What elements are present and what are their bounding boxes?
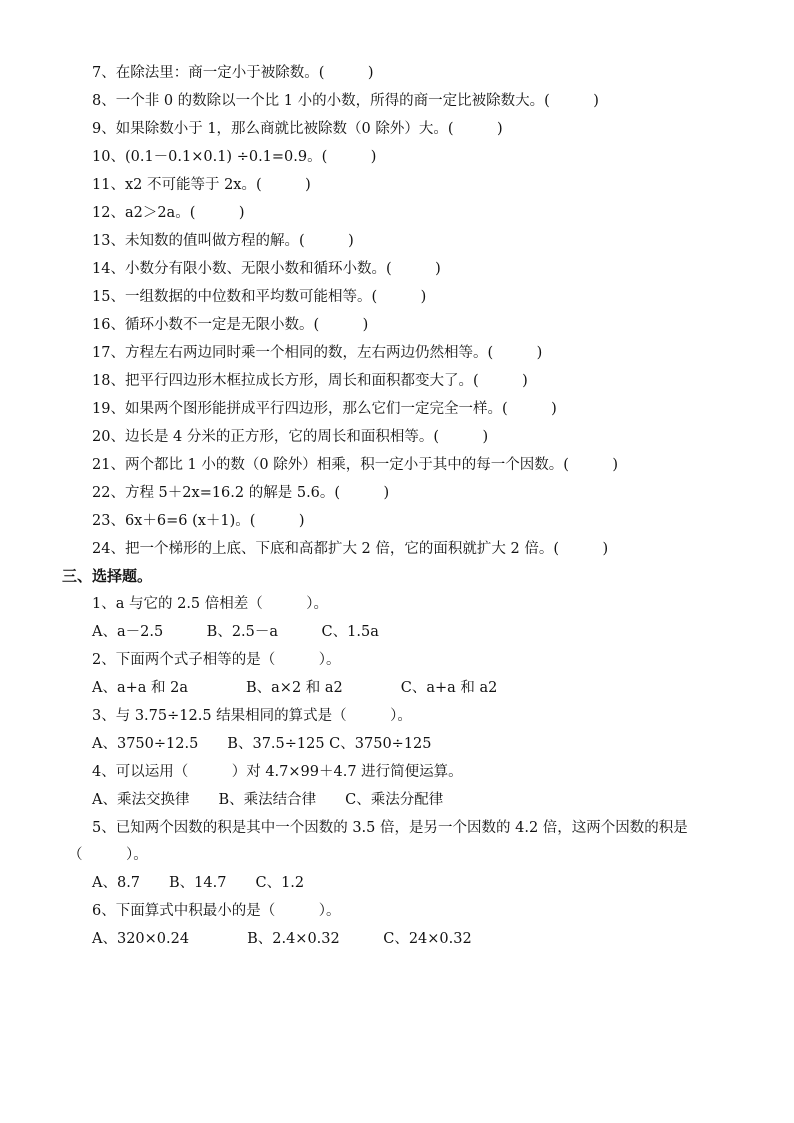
tf-question-8: 8、一个非 0 的数除以一个比 1 小的小数，所得的商一定比被除数大。( ) bbox=[92, 93, 599, 109]
tf-question-16: 16、循环小数不一定是无限小数。( ) bbox=[92, 317, 369, 333]
tf-question-9: 9、如果除数小于 1，那么商就比被除数（0 除外）大。( ) bbox=[92, 121, 503, 137]
mc-options-4: A、乘法交换律 B、乘法结合律 C、乘法分配律 bbox=[92, 792, 444, 808]
tf-question-7: 7、在除法里：商一定小于被除数。( ) bbox=[92, 65, 374, 81]
tf-question-17: 17、方程左右两边同时乘一个相同的数，左右两边仍然相等。( ) bbox=[92, 345, 543, 361]
tf-question-24: 24、把一个梯形的上底、下底和高都扩大 2 倍，它的面积就扩大 2 倍。( ) bbox=[92, 541, 609, 557]
mc-question-5: 5、已知两个因数的积是其中一个因数的 3.5 倍，是另一个因数的 4.2 倍，这两个因数的积是 bbox=[92, 820, 688, 836]
tf-question-10: 10、(0.1－0.1×0.1) ÷0.1=0.9。( ) bbox=[92, 149, 377, 165]
mc-options-2: A、a+a 和 2a B、a×2 和 a2 C、a+a 和 a2 bbox=[92, 680, 498, 696]
mc-options-1: A、a－2.5 B、2.5－a C、1.5a bbox=[92, 624, 379, 640]
tf-question-15: 15、一组数据的中位数和平均数可能相等。( ) bbox=[92, 289, 427, 305]
tf-question-23: 23、6x＋6=6 (x＋1)。( ) bbox=[92, 513, 305, 529]
section-title-choice: 三、选择题。 bbox=[62, 567, 153, 585]
tf-question-20: 20、边长是 4 分米的正方形，它的周长和面积相等。( ) bbox=[92, 429, 489, 445]
tf-question-12: 12、a2＞2a。( ) bbox=[92, 205, 245, 221]
tf-question-13: 13、未知数的值叫做方程的解。( ) bbox=[92, 233, 354, 249]
tf-question-18: 18、把平行四边形木框拉成长方形，周长和面积都变大了。( ) bbox=[92, 373, 528, 389]
mc-options-5: A、8.7 B、14.7 C、1.2 bbox=[92, 875, 305, 891]
mc-options-6: A、320×0.24 B、2.4×0.32 C、24×0.32 bbox=[92, 931, 472, 947]
mc-question-1: 1、a 与它的 2.5 倍相差（ ）。 bbox=[92, 596, 329, 612]
mc-question-4: 4、可以运用（ ）对 4.7×99＋4.7 进行简便运算。 bbox=[92, 764, 463, 780]
tf-question-22: 22、方程 5＋2x=16.2 的解是 5.6。( ) bbox=[92, 485, 390, 501]
mc-options-3: A、3750÷12.5 B、37.5÷125 C、3750÷125 bbox=[92, 736, 432, 752]
tf-question-11: 11、x2 不可能等于 2x。( ) bbox=[92, 177, 311, 193]
mc-question-6: 6、下面算式中积最小的是（ ）。 bbox=[92, 903, 341, 919]
tf-question-14: 14、小数分有限小数、无限小数和循环小数。( ) bbox=[92, 261, 441, 277]
mc-question-2: 2、下面两个式子相等的是（ ）。 bbox=[92, 652, 341, 668]
tf-question-21: 21、两个都比 1 小的数（0 除外）相乘，积一定小于其中的每一个因数。( ) bbox=[92, 457, 619, 473]
mc-question-5-continued: （ ）。 bbox=[68, 847, 148, 863]
tf-question-19: 19、如果两个图形能拼成平行四边形，那么它们一定完全一样。( ) bbox=[92, 401, 557, 417]
mc-question-3: 3、与 3.75÷12.5 结果相同的算式是（ ）。 bbox=[92, 708, 412, 724]
